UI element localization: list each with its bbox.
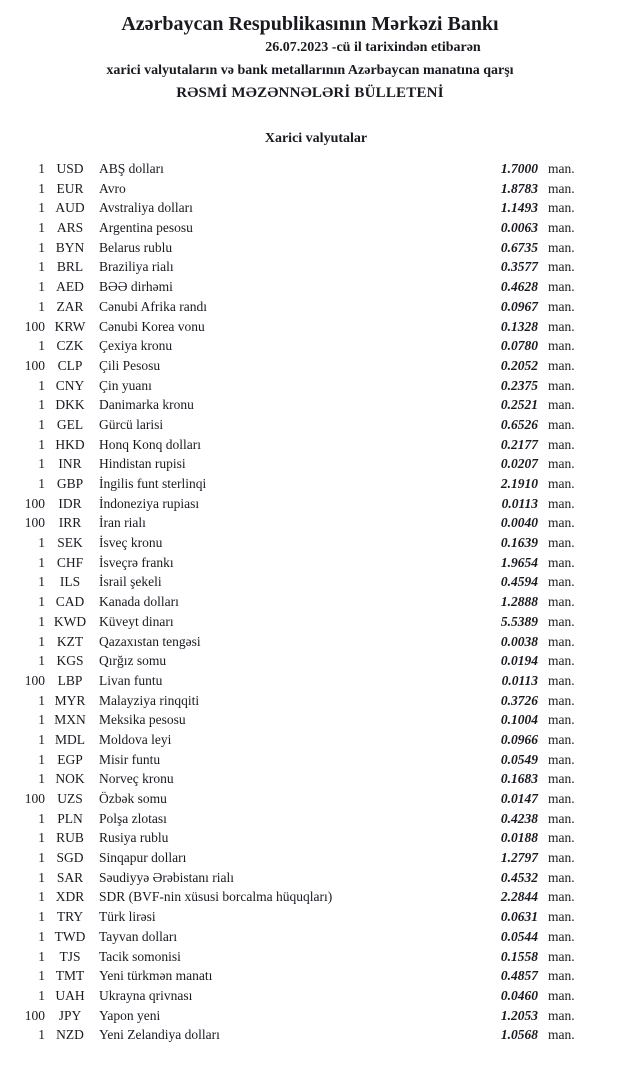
currency-name-cell: Tacik somonisi	[99, 948, 181, 964]
currency-code-cell: KRW	[54, 318, 86, 334]
rate-value-cell: 1.0568	[500, 1027, 538, 1043]
currency-code-cell: NZD	[56, 1027, 84, 1043]
rate-value-cell: 0.3726	[500, 692, 538, 708]
nominal-cell: 100	[24, 1007, 45, 1023]
rate-value-cell: 2.1910	[500, 476, 538, 491]
currency-code-cell: UAH	[55, 987, 85, 1003]
currency-code-cell: MDL	[55, 731, 85, 747]
rate-value-cell: 0.1683	[500, 771, 538, 787]
currency-name-cell: Səudiyyə Ərəbistanı rialı	[99, 869, 234, 885]
rates-table	[0, 161, 620, 1047]
rate-row	[0, 240, 620, 260]
unit-label-cell: man.	[548, 200, 575, 216]
rate-row	[0, 693, 620, 713]
unit-label-cell: man.	[548, 476, 575, 491]
currency-name-cell: Çili Pesosu	[99, 357, 161, 373]
currency-code-cell: CZK	[56, 338, 84, 354]
currency-code-cell: HKD	[55, 436, 85, 452]
currency-code-cell: SEK	[57, 535, 83, 551]
unit-label-cell: man.	[548, 968, 575, 984]
unit-label-cell: man.	[548, 712, 575, 728]
rate-row	[0, 417, 620, 437]
unit-label-cell: man.	[548, 869, 575, 885]
currency-name-cell: Çin yuanı	[99, 377, 152, 393]
currency-code-cell: KWD	[53, 613, 87, 629]
currency-code-cell: UZS	[57, 791, 83, 806]
rate-row	[0, 161, 620, 181]
nominal-cell: 1	[38, 456, 45, 472]
rate-value-cell: 0.1558	[500, 948, 538, 964]
rate-value-cell: 0.6526	[500, 416, 538, 432]
currency-name-cell: Malayziya rinqqiti	[99, 692, 200, 708]
currency-code-cell: CLP	[57, 357, 83, 373]
currency-code-cell: XDR	[55, 889, 85, 905]
rate-row	[0, 791, 620, 811]
currency-code-cell: KZT	[56, 633, 84, 649]
currency-name-cell: Rusiya rublu	[99, 830, 169, 846]
nominal-cell: 1	[38, 850, 45, 866]
currency-code-cell: BRL	[56, 259, 84, 275]
unit-label-cell: man.	[548, 1007, 575, 1023]
currency-code-cell: CHF	[56, 554, 84, 570]
nominal-cell: 1	[38, 338, 45, 354]
nominal-cell: 1	[38, 731, 45, 747]
unit-label-cell: man.	[548, 1027, 575, 1043]
nominal-cell: 100	[24, 515, 45, 531]
currency-name-cell: Cənubi Korea vonu	[99, 318, 205, 334]
rate-row	[0, 555, 620, 575]
rate-value-cell: 0.6735	[500, 239, 538, 255]
currency-name-cell: Çexiya kronu	[99, 338, 173, 354]
unit-label-cell: man.	[548, 259, 575, 275]
rate-row	[0, 397, 620, 417]
rate-row	[0, 279, 620, 299]
nominal-cell: 1	[38, 889, 45, 905]
rate-row	[0, 476, 620, 496]
nominal-cell: 1	[38, 298, 45, 314]
currency-name-cell: Braziliya rialı	[99, 259, 174, 275]
currency-code-cell: USD	[56, 161, 84, 176]
rate-value-cell: 0.0063	[500, 220, 538, 236]
rate-value-cell: 1.1493	[500, 200, 538, 216]
unit-label-cell: man.	[548, 239, 575, 255]
currency-code-cell: IDR	[58, 495, 82, 511]
currency-name-cell: Sinqapur dolları	[99, 850, 187, 866]
currency-code-cell: RUB	[56, 830, 84, 846]
currency-code-cell: NOK	[55, 771, 85, 787]
nominal-cell: 100	[24, 672, 45, 688]
rate-value-cell: 0.1639	[500, 535, 538, 551]
rate-row	[0, 200, 620, 220]
rate-value-cell: 1.7000	[500, 161, 538, 176]
currency-name-cell: Livan funtu	[99, 672, 163, 688]
rate-value-cell: 1.9654	[500, 554, 538, 570]
unit-label-cell: man.	[548, 928, 575, 944]
currency-name-cell: Kanada dolları	[99, 594, 179, 610]
currency-code-cell: EGP	[57, 751, 83, 767]
nominal-cell: 100	[24, 495, 45, 511]
nominal-cell: 1	[38, 869, 45, 885]
rate-row	[0, 653, 620, 673]
unit-label-cell: man.	[548, 672, 575, 688]
currency-code-cell: INR	[58, 456, 82, 472]
rate-value-cell: 1.8783	[500, 180, 538, 196]
rate-value-cell: 0.0460	[500, 987, 538, 1003]
unit-label-cell: man.	[548, 574, 575, 590]
currency-code-cell: TRY	[56, 909, 84, 925]
nominal-cell: 1	[38, 830, 45, 846]
currency-name-cell: Misir funtu	[99, 751, 161, 767]
currency-name-cell: Moldova leyi	[99, 731, 172, 747]
currency-code-cell: MXN	[54, 712, 86, 728]
rate-row	[0, 437, 620, 457]
nominal-cell: 1	[38, 436, 45, 452]
rate-value-cell: 2.2844	[500, 889, 538, 905]
nominal-cell: 1	[38, 928, 45, 944]
unit-label-cell: man.	[548, 909, 575, 925]
currency-code-cell: DKK	[55, 397, 85, 413]
unit-label-cell: man.	[548, 771, 575, 787]
currency-name-cell: Norveç kronu	[99, 771, 174, 787]
currency-code-cell: ILS	[59, 574, 81, 590]
unit-label-cell: man.	[548, 633, 575, 649]
rate-row	[0, 752, 620, 772]
rate-value-cell: 0.2177	[500, 436, 538, 452]
nominal-cell: 1	[38, 476, 45, 491]
currency-name-cell: Özbək somu	[99, 791, 167, 806]
rate-row	[0, 988, 620, 1008]
rate-value-cell: 0.2052	[500, 357, 538, 373]
rate-row	[0, 220, 620, 240]
nominal-cell: 1	[38, 594, 45, 610]
rate-value-cell: 0.0188	[500, 830, 538, 846]
unit-label-cell: man.	[548, 948, 575, 964]
rate-value-cell: 0.0147	[500, 791, 538, 806]
currency-code-cell: PLN	[57, 810, 83, 826]
rate-value-cell: 0.4238	[500, 810, 538, 826]
rate-row	[0, 181, 620, 201]
rate-row	[0, 949, 620, 969]
currency-name-cell: Ukrayna qrivnası	[99, 987, 193, 1003]
nominal-cell: 1	[38, 200, 45, 216]
rate-value-cell: 1.2888	[500, 594, 538, 610]
nominal-cell: 1	[38, 633, 45, 649]
currency-name-cell: İsveçrə frankı	[99, 554, 174, 570]
currency-name-cell: SDR (BVF-nin xüsusi borcalma hüquqları)	[99, 889, 333, 905]
currency-code-cell: GEL	[56, 416, 84, 432]
unit-label-cell: man.	[548, 791, 575, 806]
unit-label-cell: man.	[548, 180, 575, 196]
unit-label-cell: man.	[548, 987, 575, 1003]
currency-code-cell: IRR	[58, 515, 82, 531]
currency-name-cell: İsveç kronu	[99, 535, 163, 551]
nominal-cell: 1	[38, 161, 45, 176]
currency-name-cell: İndoneziya rupiası	[99, 495, 200, 511]
unit-label-cell: man.	[548, 850, 575, 866]
currency-name-cell: Qırğız somu	[99, 653, 167, 669]
unit-label-cell: man.	[548, 830, 575, 846]
nominal-cell: 1	[38, 1027, 45, 1043]
rate-row	[0, 259, 620, 279]
rate-value-cell: 0.4857	[500, 968, 538, 984]
currency-name-cell: Yeni türkmən manatı	[99, 968, 213, 984]
currency-code-cell: TWD	[54, 928, 86, 944]
rate-value-cell: 0.1004	[500, 712, 538, 728]
nominal-cell: 1	[38, 535, 45, 551]
nominal-cell: 1	[38, 909, 45, 925]
rate-value-cell: 0.0544	[500, 928, 538, 944]
currency-name-cell: Cənubi Afrika randı	[99, 298, 207, 314]
rate-value-cell: 0.0549	[500, 751, 538, 767]
nominal-cell: 1	[38, 220, 45, 236]
rate-row	[0, 929, 620, 949]
rate-value-cell: 0.4594	[500, 574, 538, 590]
rate-row	[0, 614, 620, 634]
nominal-cell: 1	[38, 554, 45, 570]
unit-label-cell: man.	[548, 495, 575, 511]
rate-row	[0, 732, 620, 752]
unit-label-cell: man.	[548, 456, 575, 472]
unit-label-cell: man.	[548, 653, 575, 669]
currency-name-cell: Meksika pesosu	[99, 712, 186, 728]
rate-value-cell: 0.4532	[500, 869, 538, 885]
bulletin-title: RƏSMİ MƏZƏNNƏLƏRİ BÜLLETENİ	[176, 85, 444, 101]
currency-name-cell: İngilis funt sterlinqi	[99, 476, 207, 491]
currency-name-cell: Avstraliya dolları	[99, 200, 193, 216]
unit-label-cell: man.	[548, 535, 575, 551]
rate-row	[0, 319, 620, 339]
currency-code-cell: MYR	[54, 692, 86, 708]
currency-code-cell: CAD	[55, 594, 85, 610]
rate-row	[0, 1027, 620, 1047]
currency-code-cell: LBP	[57, 672, 83, 688]
nominal-cell: 100	[24, 791, 45, 806]
nominal-cell: 1	[38, 259, 45, 275]
unit-label-cell: man.	[548, 436, 575, 452]
nominal-cell: 100	[24, 318, 45, 334]
currency-name-cell: Avro	[99, 180, 126, 196]
unit-label-cell: man.	[548, 554, 575, 570]
rate-value-cell: 0.0966	[500, 731, 538, 747]
rate-value-cell: 0.2521	[500, 397, 538, 413]
nominal-cell: 1	[38, 751, 45, 767]
currency-name-cell: Yapon yeni	[99, 1007, 161, 1023]
unit-label-cell: man.	[548, 731, 575, 747]
currency-name-cell: Polşa zlotası	[99, 810, 167, 826]
rate-row	[0, 594, 620, 614]
rate-value-cell: 0.1328	[500, 318, 538, 334]
rate-row	[0, 1008, 620, 1028]
nominal-cell: 1	[38, 397, 45, 413]
rate-value-cell: 0.2375	[500, 377, 538, 393]
unit-label-cell: man.	[548, 298, 575, 314]
currency-code-cell: AED	[56, 279, 84, 295]
currency-code-cell: TMT	[55, 968, 85, 984]
unit-label-cell: man.	[548, 594, 575, 610]
rate-row	[0, 673, 620, 693]
rate-row	[0, 712, 620, 732]
rate-value-cell: 0.0038	[500, 633, 538, 649]
unit-label-cell: man.	[548, 692, 575, 708]
unit-label-cell: man.	[548, 220, 575, 236]
currency-name-cell: Danimarka kronu	[99, 397, 194, 413]
unit-label-cell: man.	[548, 279, 575, 295]
rate-row	[0, 338, 620, 358]
currency-name-cell: ABŞ dolları	[99, 161, 164, 176]
nominal-cell: 1	[38, 712, 45, 728]
nominal-cell: 1	[38, 416, 45, 432]
currency-code-cell: GBP	[56, 476, 84, 491]
rate-value-cell: 0.0631	[500, 909, 538, 925]
currency-code-cell: ARS	[56, 220, 84, 236]
unit-label-cell: man.	[548, 338, 575, 354]
rate-row	[0, 496, 620, 516]
unit-label-cell: man.	[548, 515, 575, 531]
currency-name-cell: Tayvan dolları	[99, 928, 178, 944]
rate-row	[0, 535, 620, 555]
nominal-cell: 1	[38, 279, 45, 295]
rate-row	[0, 811, 620, 831]
bank-title: Azərbaycan Respublikasının Mərkəzi Bankı	[121, 13, 499, 35]
rate-value-cell: 1.2797	[500, 850, 538, 866]
rate-row	[0, 889, 620, 909]
currency-code-cell: SAR	[56, 869, 84, 885]
currency-name-cell: Argentina pesosu	[99, 220, 193, 236]
nominal-cell: 1	[38, 239, 45, 255]
rate-row	[0, 870, 620, 890]
currency-name-cell: Küveyt dinarı	[99, 613, 174, 629]
nominal-cell: 1	[38, 613, 45, 629]
rate-value-cell: 0.0194	[500, 653, 538, 669]
currency-code-cell: AUD	[55, 200, 85, 216]
nominal-cell: 1	[38, 574, 45, 590]
currency-name-cell: Honq Konq dolları	[99, 436, 201, 452]
currency-name-cell: Qazaxıstan tengəsi	[99, 633, 201, 649]
unit-label-cell: man.	[548, 397, 575, 413]
nominal-cell: 1	[38, 948, 45, 964]
rate-value-cell: 0.0967	[500, 298, 538, 314]
rate-value-cell: 0.0780	[500, 338, 538, 354]
nominal-cell: 1	[38, 987, 45, 1003]
unit-label-cell: man.	[548, 889, 575, 905]
nominal-cell: 1	[38, 653, 45, 669]
scope-line: xarici valyutaların və bank metallarının Azərbaycan manatına qarşı	[106, 63, 514, 78]
rate-row	[0, 358, 620, 378]
unit-label-cell: man.	[548, 416, 575, 432]
nominal-cell: 1	[38, 810, 45, 826]
section-title-foreign-currencies: Xarici valyutalar	[264, 131, 368, 146]
unit-label-cell: man.	[548, 377, 575, 393]
currency-name-cell: Hindistan rupisi	[99, 456, 186, 472]
rate-value-cell: 0.4628	[500, 279, 538, 295]
nominal-cell: 1	[38, 968, 45, 984]
rate-value-cell: 0.3577	[500, 259, 538, 275]
rate-row	[0, 830, 620, 850]
currency-name-cell: Yeni Zelandiya dolları	[99, 1027, 220, 1043]
currency-name-cell: Gürcü larisi	[99, 416, 164, 432]
currency-name-cell: İsrail şekeli	[99, 574, 162, 590]
unit-label-cell: man.	[548, 810, 575, 826]
nominal-cell: 1	[38, 692, 45, 708]
unit-label-cell: man.	[548, 318, 575, 334]
currency-code-cell: SGD	[56, 850, 84, 866]
currency-code-cell: TJS	[59, 948, 81, 964]
currency-code-cell: EUR	[56, 180, 84, 196]
currency-name-cell: BƏƏ dirhəmi	[99, 279, 173, 295]
nominal-cell: 1	[38, 180, 45, 196]
unit-label-cell: man.	[548, 613, 575, 629]
currency-name-cell: Belarus rublu	[99, 239, 173, 255]
rate-row	[0, 574, 620, 594]
rate-value-cell: 0.0113	[501, 495, 538, 511]
rate-row	[0, 456, 620, 476]
currency-code-cell: KGS	[56, 653, 84, 669]
rate-value-cell: 0.0207	[500, 456, 538, 472]
effective-date-line: 26.07.2023 -cü il tarixindən etibarən	[265, 40, 481, 55]
currency-name-cell: Türk lirəsi	[99, 909, 156, 925]
currency-code-cell: CNY	[55, 377, 85, 393]
nominal-cell: 1	[38, 771, 45, 787]
rate-row	[0, 850, 620, 870]
currency-code-cell: JPY	[58, 1007, 82, 1023]
rate-row	[0, 515, 620, 535]
rate-value-cell: 1.2053	[500, 1007, 538, 1023]
rate-value-cell: 0.0040	[500, 515, 538, 531]
rate-row	[0, 634, 620, 654]
currency-code-cell: BYN	[55, 239, 85, 255]
nominal-cell: 100	[24, 357, 45, 373]
rate-row	[0, 378, 620, 398]
currency-code-cell: ZAR	[56, 298, 84, 314]
rate-value-cell: 0.0113	[501, 672, 538, 688]
currency-name-cell: İran rialı	[99, 515, 146, 531]
rate-row	[0, 968, 620, 988]
rate-value-cell: 5.5389	[500, 613, 538, 629]
rate-row	[0, 771, 620, 791]
nominal-cell: 1	[38, 377, 45, 393]
rate-row	[0, 299, 620, 319]
unit-label-cell: man.	[548, 161, 575, 176]
rate-row	[0, 909, 620, 929]
unit-label-cell: man.	[548, 357, 575, 373]
unit-label-cell: man.	[548, 751, 575, 767]
